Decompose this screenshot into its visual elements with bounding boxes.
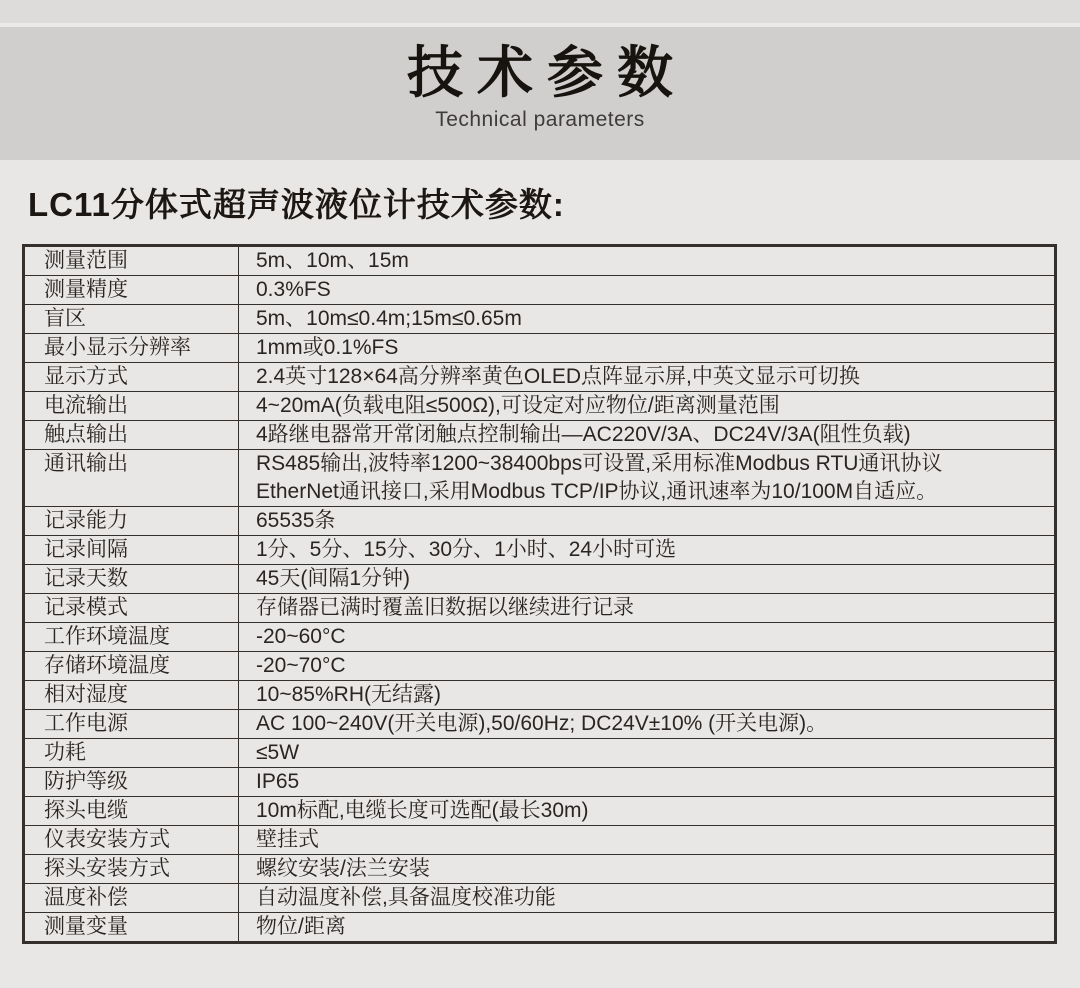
spec-value <box>239 652 1056 681</box>
spec-value-line: 1分、5分、15分、30分、1小时、24小时可选 <box>256 538 677 562</box>
section-heading: LC11分体式超声波液位计技术参数: <box>28 186 565 223</box>
title-banner <box>0 27 1080 160</box>
spec-label: 探头安装方式 <box>24 855 239 884</box>
spec-value-line: 10m标配,电缆长度可选配(最长30m) <box>256 799 589 823</box>
table-row <box>24 768 1056 797</box>
spec-value <box>239 739 1056 768</box>
spec-label: 存储环境温度 <box>24 652 239 681</box>
spec-value <box>239 450 1056 507</box>
spec-value-line: 5m、10m≤0.4m;15m≤0.65m <box>256 307 522 331</box>
spec-value <box>239 421 1056 450</box>
spec-value <box>239 594 1056 623</box>
spec-value <box>239 565 1056 594</box>
spec-value <box>239 623 1056 652</box>
table-row <box>24 623 1056 652</box>
spec-label: 电流输出 <box>24 392 239 421</box>
spec-value <box>239 305 1056 334</box>
spec-value <box>239 334 1056 363</box>
table-row <box>24 334 1056 363</box>
spec-value-line: -20~60°C <box>256 625 346 649</box>
spec-value-line: 2.4英寸128×64高分辨率黄色OLED点阵显示屏,中英文显示可切换 <box>256 365 860 389</box>
spec-value <box>239 363 1056 392</box>
spec-value <box>239 855 1056 884</box>
spec-value-line: RS485输出,波特率1200~38400bps可设置,采用标准Modbus RTU通讯协议 <box>256 452 943 476</box>
table-row <box>24 565 1056 594</box>
spec-value-line: 螺纹安装/法兰安装 <box>256 857 430 881</box>
spec-label: 功耗 <box>24 739 239 768</box>
spec-value-line: 壁挂式 <box>256 828 319 852</box>
spec-value <box>239 681 1056 710</box>
spec-value-line: -20~70°C <box>256 654 346 678</box>
table-row <box>24 826 1056 855</box>
spec-value-line: AC 100~240V(开关电源),50/60Hz; DC24V±10% (开关电源)。 <box>256 712 828 736</box>
spec-value-line: 4路继电器常开常闭触点控制输出—AC220V/3A、DC24V/3A(阻性负载) <box>256 423 911 447</box>
table-row <box>24 855 1056 884</box>
spec-label: 盲区 <box>24 305 239 334</box>
spec-value-line: IP65 <box>256 770 300 794</box>
spec-label: 仪表安装方式 <box>24 826 239 855</box>
spec-value <box>239 246 1056 276</box>
spec-value-line: 4~20mA(负载电阻≤500Ω),可设定对应物位/距离测量范围 <box>256 394 780 418</box>
spec-value-line: 65535条 <box>256 509 336 533</box>
spec-value <box>239 884 1056 913</box>
top-strip <box>0 0 1080 27</box>
table-row <box>24 363 1056 392</box>
spec-label: 显示方式 <box>24 363 239 392</box>
spec-value <box>239 276 1056 305</box>
spec-value <box>239 710 1056 739</box>
spec-value <box>239 913 1056 943</box>
spec-table <box>22 244 1057 944</box>
spec-label: 探头电缆 <box>24 797 239 826</box>
spec-value-line: 0.3%FS <box>256 278 331 302</box>
table-row <box>24 392 1056 421</box>
page-subtitle: Technical parameters <box>435 108 645 131</box>
table-row <box>24 652 1056 681</box>
table-row <box>24 681 1056 710</box>
spec-label: 记录天数 <box>24 565 239 594</box>
spec-value <box>239 826 1056 855</box>
spec-value-line: 1mm或0.1%FS <box>256 336 399 360</box>
table-row <box>24 536 1056 565</box>
spec-value <box>239 768 1056 797</box>
spec-label: 相对湿度 <box>24 681 239 710</box>
table-row <box>24 507 1056 536</box>
spec-label: 通讯输出 <box>24 450 239 507</box>
spec-label: 记录能力 <box>24 507 239 536</box>
spec-label: 工作环境温度 <box>24 623 239 652</box>
spec-value-line: ≤5W <box>256 741 300 765</box>
spec-label: 测量范围 <box>24 246 239 276</box>
table-row <box>24 739 1056 768</box>
spec-label: 温度补偿 <box>24 884 239 913</box>
spec-value <box>239 797 1056 826</box>
spec-value-line: EtherNet通讯接口,采用Modbus TCP/IP协议,通讯速率为10/100M自适应。 <box>256 480 938 504</box>
spec-label: 记录模式 <box>24 594 239 623</box>
table-row <box>24 913 1056 943</box>
content-area <box>0 160 1080 944</box>
spec-label: 测量变量 <box>24 913 239 943</box>
spec-value <box>239 507 1056 536</box>
spec-value-line: 5m、10m、15m <box>256 249 409 273</box>
table-row <box>24 797 1056 826</box>
spec-table-body <box>24 246 1056 943</box>
page-title: 技术参数 <box>407 41 687 104</box>
spec-value <box>239 392 1056 421</box>
spec-label: 测量精度 <box>24 276 239 305</box>
table-row <box>24 305 1056 334</box>
spec-label: 防护等级 <box>24 768 239 797</box>
spec-value-line: 物位/距离 <box>256 915 346 939</box>
table-row <box>24 450 1056 507</box>
table-row <box>24 421 1056 450</box>
table-row <box>24 276 1056 305</box>
spec-label: 最小显示分辨率 <box>24 334 239 363</box>
table-row <box>24 594 1056 623</box>
table-row <box>24 710 1056 739</box>
spec-label: 工作电源 <box>24 710 239 739</box>
spec-label: 触点输出 <box>24 421 239 450</box>
spec-value <box>239 536 1056 565</box>
spec-value-line: 自动温度补偿,具备温度校准功能 <box>256 886 556 910</box>
spec-value-line: 45天(间隔1分钟) <box>256 567 411 591</box>
table-row <box>24 246 1056 276</box>
table-row <box>24 884 1056 913</box>
spec-value-line: 存储器已满时覆盖旧数据以继续进行记录 <box>256 596 634 620</box>
spec-value-line: 10~85%RH(无结露) <box>256 683 441 707</box>
spec-label: 记录间隔 <box>24 536 239 565</box>
